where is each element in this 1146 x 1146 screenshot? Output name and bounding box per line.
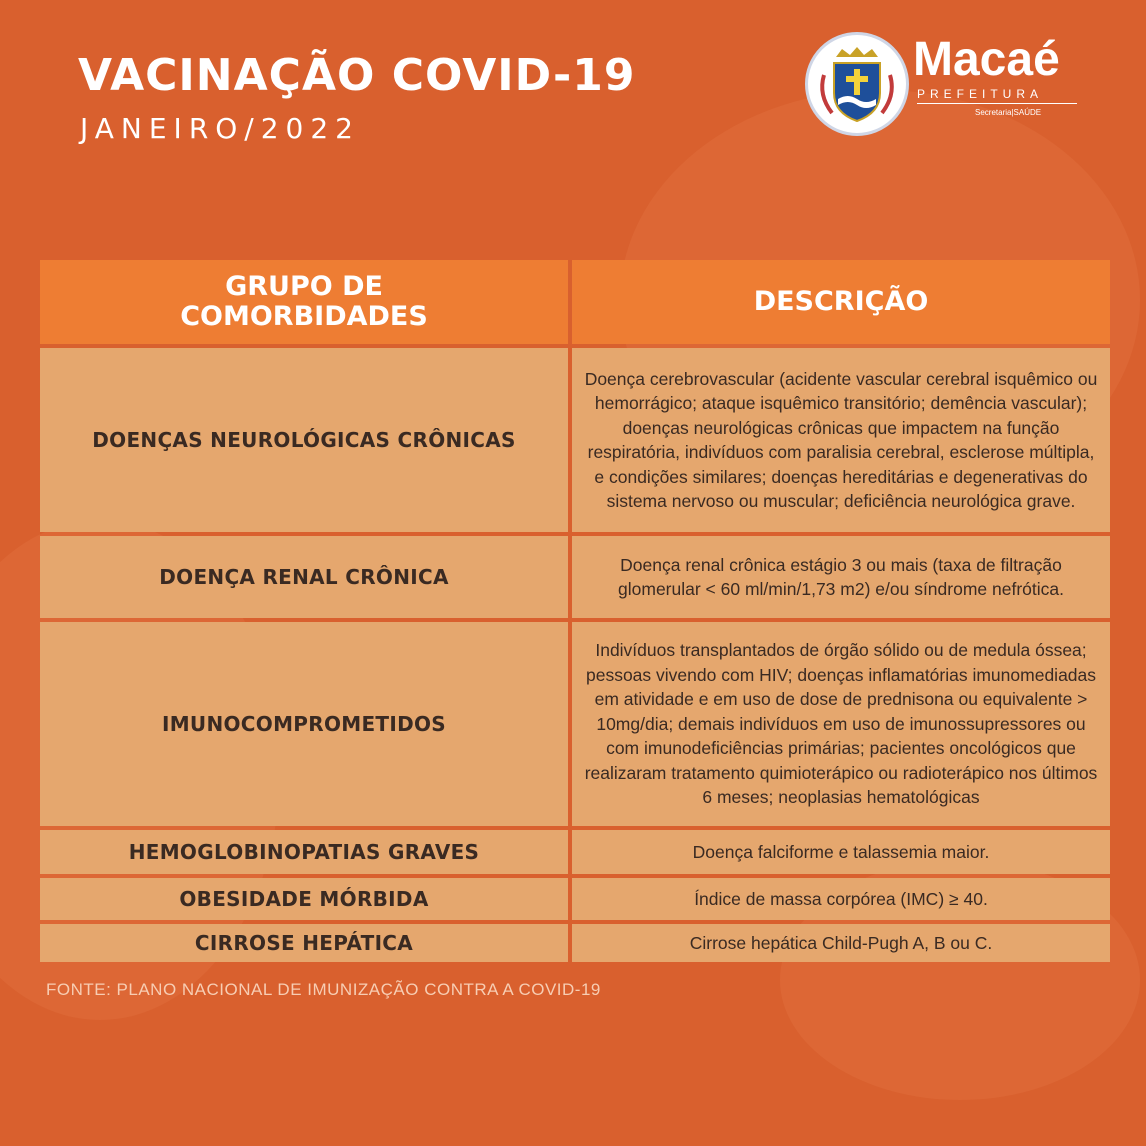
group-label: OBESIDADE MÓRBIDA <box>179 887 429 911</box>
group-label: HEMOGLOBINOPATIAS GRAVES <box>128 840 480 864</box>
description-cell <box>572 924 1110 962</box>
group-label: DOENÇAS NEUROLÓGICAS CRÔNICAS <box>92 428 516 452</box>
page-subtitle: JANEIRO/2022 <box>80 112 360 145</box>
table-row <box>40 348 1110 532</box>
table-row <box>40 536 1110 618</box>
group-label: DOENÇA RENAL CRÔNICA <box>159 565 449 589</box>
table-row <box>40 924 1110 962</box>
macae-logo <box>805 32 1105 132</box>
page-title: VACINAÇÃO COVID-19 <box>78 50 636 101</box>
description-cell <box>572 348 1110 532</box>
group-cell <box>40 830 568 874</box>
group-label: CIRROSE HEPÁTICA <box>194 931 414 955</box>
description-text: Doença cerebrovascular (acidente vascular cerebral isquêmico ou hemorrágico; ataque isquêmico transitório; demência vascular); doenças neurológicas crônicas que impactem na função respiratória, indivíduos com paralisia cerebral, esclerose múltipla, e condições similares; doenças hereditárias e degenerativas do sistema nervoso ou muscular; deficiência neurológica grave. <box>584 368 1098 511</box>
description-text: Indivíduos transplantados de órgão sólido ou de medula óssea; pessoas vivendo com HIV; doenças inflamatórias imunomediadas em atividade e em uso de dose de prednisona ou equivalente > 10mg/dia; demais indivíduos em uso de imunossupressores ou com imunodeficiências primárias; pacientes oncológicos que realizaram tratamento quimioterápico ou radioterápico nos últimos 6 meses; neoplasias hematológicas <box>584 640 1098 808</box>
table-row <box>40 830 1110 874</box>
description-text: Doença renal crônica estágio 3 ou mais (taxa de filtração glomerular < 60 ml/min/1,73 m2) e/ou síndrome nefrótica. <box>618 554 1064 599</box>
description-cell <box>572 830 1110 874</box>
logo-name: Macaé <box>913 33 1060 86</box>
group-cell <box>40 536 568 618</box>
table-header-row <box>40 260 1110 344</box>
table-row <box>40 878 1110 920</box>
description-text: Índice de massa corpórea (IMC) ≥ 40. <box>694 888 988 909</box>
group-label: IMUNOCOMPROMETIDOS <box>161 712 447 736</box>
table-row <box>40 622 1110 826</box>
logo-tagline: PREFEITURA <box>917 87 1077 104</box>
group-cell <box>40 622 568 826</box>
logo-department: Secretaria|SAÚDE <box>975 108 1042 117</box>
column-header-group-label: GRUPO DE COMORBIDADES <box>180 271 428 332</box>
group-cell <box>40 878 568 920</box>
city-seal-icon <box>805 32 909 136</box>
description-text: Doença falciforme e talassemia maior. <box>692 841 990 862</box>
source-note: FONTE: PLANO NACIONAL DE IMUNIZAÇÃO CONTRA A COVID-19 <box>46 980 601 999</box>
group-cell <box>40 348 568 532</box>
description-cell <box>572 536 1110 618</box>
description-cell <box>572 878 1110 920</box>
column-header-description <box>572 260 1110 344</box>
column-header-group <box>40 260 568 344</box>
description-text: Cirrose hepática Child-Pugh A, B ou C. <box>689 932 993 953</box>
column-header-description-label: DESCRIÇÃO <box>753 286 929 318</box>
description-cell <box>572 622 1110 826</box>
group-cell <box>40 924 568 962</box>
